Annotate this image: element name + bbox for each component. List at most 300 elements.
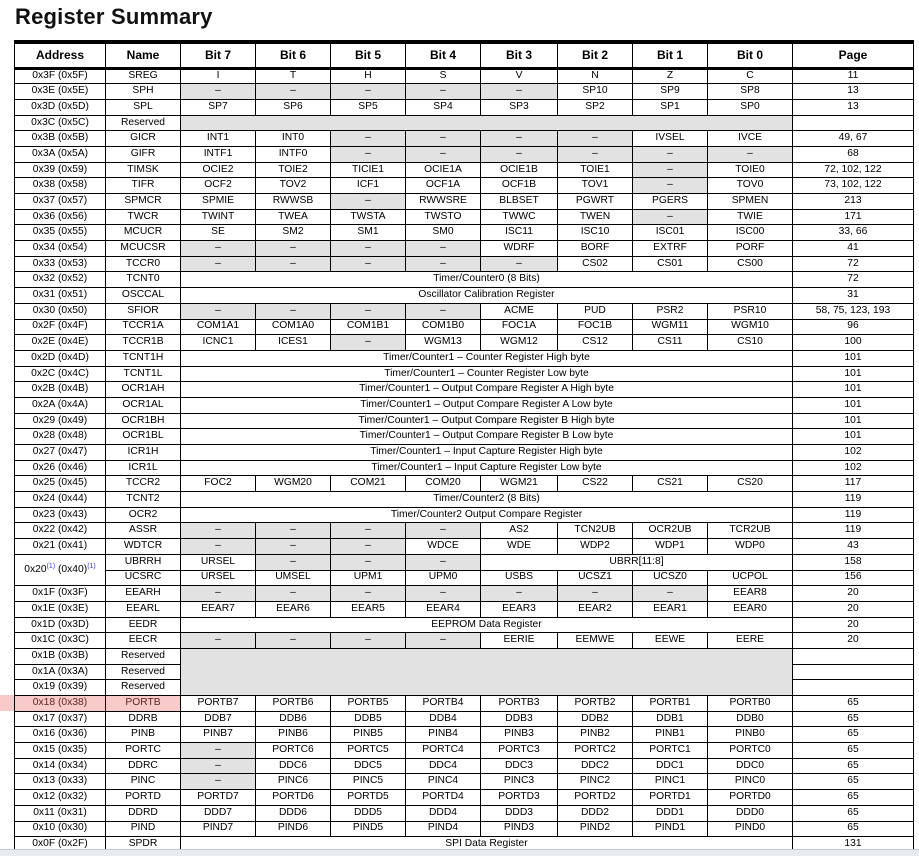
address-cell: 0x16 (0x36)	[15, 727, 106, 743]
register-name-cell: ICR1H	[106, 445, 181, 461]
bit-cell: –	[256, 586, 331, 602]
bit-cell: ICNC1	[181, 335, 256, 351]
table-row	[15, 194, 914, 210]
bit-cell: PORTC3	[481, 743, 558, 759]
bit-cell: BORF	[558, 241, 633, 257]
page-cell: 20	[793, 617, 914, 633]
table-row	[15, 445, 914, 461]
bit-cell: WGM11	[633, 319, 708, 335]
register-summary-table	[14, 40, 914, 853]
bit-cell: –	[633, 209, 708, 225]
bit-cell: CS20	[708, 476, 793, 492]
bit-cell: PIND5	[331, 821, 406, 837]
bit-cell: –	[331, 539, 406, 555]
bit-cell: OCIE1A	[406, 162, 481, 178]
page-cell: 65	[793, 711, 914, 727]
bit-cell: –	[633, 162, 708, 178]
bit-cell: URSEL	[181, 570, 256, 586]
register-name-cell: MCUCSR	[106, 241, 181, 257]
register-name-cell: PORTC	[106, 743, 181, 759]
bit-cell: DDC2	[558, 758, 633, 774]
bit-cell: PORTC6	[256, 743, 331, 759]
register-name-cell: TCNT2	[106, 492, 181, 508]
column-header: Address	[15, 42, 106, 68]
bit-cell: PINC0	[708, 774, 793, 790]
bit-cell: –	[181, 774, 256, 790]
bit-cell: –	[406, 84, 481, 100]
bit-cell: –	[406, 633, 481, 649]
address-cell: 0x26 (0x46)	[15, 460, 106, 476]
address-cell: 0x3A (0x5A)	[15, 146, 106, 162]
bit-cell: Timer/Counter1 – Output Compare Register A High byte	[181, 382, 793, 398]
bit-cell: UBRR[11:8]	[481, 554, 793, 570]
bit-cell: DDB0	[708, 711, 793, 727]
bit-cell: SP10	[558, 84, 633, 100]
register-name-cell: TCCR1A	[106, 319, 181, 335]
bit-cell: –	[708, 146, 793, 162]
bit-cell: COM1A0	[256, 319, 331, 335]
column-header: Bit 4	[406, 42, 481, 68]
bit-cell: –	[331, 586, 406, 602]
bit-cell: EEAR2	[558, 601, 633, 617]
register-name-cell: SPH	[106, 84, 181, 100]
bit-cell: COM20	[406, 476, 481, 492]
bit-cell: EERE	[708, 633, 793, 649]
table-row	[15, 429, 914, 445]
bit-cell: COM1A1	[181, 319, 256, 335]
bit-cell: PINB4	[406, 727, 481, 743]
bit-cell: TCN2UB	[558, 523, 633, 539]
bit-cell: EEAR5	[331, 601, 406, 617]
bit-cell: –	[256, 523, 331, 539]
address-cell: 0x3F (0x5F)	[15, 68, 106, 84]
bit-cell: PORTB6	[256, 696, 331, 712]
bit-cell: ICF1	[331, 178, 406, 194]
bit-cell: SP7	[181, 99, 256, 115]
bit-cell: –	[256, 84, 331, 100]
bit-cell: SM0	[406, 225, 481, 241]
bit-cell: TWIE	[708, 209, 793, 225]
page-cell: 96	[793, 319, 914, 335]
page-cell: 119	[793, 523, 914, 539]
address-cell: 0x2A (0x4A)	[15, 397, 106, 413]
bit-cell: –	[558, 146, 633, 162]
bit-cell: SPMEN	[708, 194, 793, 210]
bit-cell: DDD2	[558, 805, 633, 821]
bit-cell: ICES1	[256, 335, 331, 351]
register-name-cell: TCCR2	[106, 476, 181, 492]
page-cell: 171	[793, 209, 914, 225]
bit-cell: –	[481, 84, 558, 100]
bit-cell: DDB6	[256, 711, 331, 727]
bit-cell: PORTD4	[406, 790, 481, 806]
bit-cell: –	[406, 131, 481, 147]
address-cell: 0x13 (0x33)	[15, 774, 106, 790]
bit-cell: SP8	[708, 84, 793, 100]
address-cell: 0x2F (0x4F)	[15, 319, 106, 335]
bit-cell: SPI Data Register	[181, 837, 793, 853]
bit-cell: PORTB7	[181, 696, 256, 712]
bit-cell: DDB4	[406, 711, 481, 727]
table-row	[15, 272, 914, 288]
page-cell: 20	[793, 633, 914, 649]
bit-cell: PINB6	[256, 727, 331, 743]
page-cell: 65	[793, 743, 914, 759]
bit-cell: Timer/Counter1 – Counter Register High byte	[181, 350, 793, 366]
table-row	[15, 821, 914, 837]
bit-cell: SM1	[331, 225, 406, 241]
register-name-cell: OSCCAL	[106, 288, 181, 304]
bit-cell: WGM13	[406, 335, 481, 351]
bit-cell: EEAR3	[481, 601, 558, 617]
page-cell: 156	[793, 570, 914, 586]
bit-cell: IVCE	[708, 131, 793, 147]
register-name-cell: PINB	[106, 727, 181, 743]
bit-cell: –	[633, 146, 708, 162]
bit-cell: DDC0	[708, 758, 793, 774]
bit-cell: IVSEL	[633, 131, 708, 147]
register-name-cell: PINC	[106, 774, 181, 790]
table-row	[15, 225, 914, 241]
table-row	[15, 790, 914, 806]
table-row	[15, 209, 914, 225]
bit-cell: –	[331, 241, 406, 257]
page-cell: 68	[793, 146, 914, 162]
bit-cell: PINB2	[558, 727, 633, 743]
bit-cell: DDC6	[256, 758, 331, 774]
bit-cell: –	[331, 303, 406, 319]
bit-cell: –	[406, 256, 481, 272]
bit-cell: CS00	[708, 256, 793, 272]
bit-cell: TOIE2	[256, 162, 331, 178]
page-cell: 117	[793, 476, 914, 492]
bit-cell: TOIE0	[708, 162, 793, 178]
page-cell: 41	[793, 241, 914, 257]
bit-cell: PINB1	[633, 727, 708, 743]
page-cell: 158	[793, 554, 914, 570]
address-cell: 0x17 (0x37)	[15, 711, 106, 727]
bit-cell: PORTD1	[633, 790, 708, 806]
bit-cell: TOV2	[256, 178, 331, 194]
page-cell: 101	[793, 413, 914, 429]
column-header: Page	[793, 42, 914, 68]
bit-cell: FOC1B	[558, 319, 633, 335]
bit-cell: EEAR6	[256, 601, 331, 617]
bit-cell: SP3	[481, 99, 558, 115]
register-name-cell: SPMCR	[106, 194, 181, 210]
register-name-cell: MCUCR	[106, 225, 181, 241]
bit-cell: INT0	[256, 131, 331, 147]
bit-cell: CS11	[633, 335, 708, 351]
page-cell: 31	[793, 288, 914, 304]
bit-cell: –	[256, 241, 331, 257]
bit-cell: PINB0	[708, 727, 793, 743]
address-cell: 0x24 (0x44)	[15, 492, 106, 508]
table-row	[15, 366, 914, 382]
bit-cell: DDC3	[481, 758, 558, 774]
bit-cell: UMSEL	[256, 570, 331, 586]
register-name-cell: TWCR	[106, 209, 181, 225]
bit-cell: –	[633, 586, 708, 602]
page-cell: 65	[793, 696, 914, 712]
bit-cell: DDB3	[481, 711, 558, 727]
address-cell: 0x34 (0x54)	[15, 241, 106, 257]
address-cell: 0x1A (0x3A)	[15, 664, 106, 680]
bit-cell: SP4	[406, 99, 481, 115]
table-row	[15, 539, 914, 555]
bit-cell: –	[331, 335, 406, 351]
table-row	[15, 696, 914, 712]
bit-cell: PINC5	[331, 774, 406, 790]
column-header: Bit 0	[708, 42, 793, 68]
bit-cell: –	[331, 256, 406, 272]
address-cell: 0x39 (0x59)	[15, 162, 106, 178]
bit-cell: CS12	[558, 335, 633, 351]
bit-cell: PORTD5	[331, 790, 406, 806]
bit-cell: EEPROM Data Register	[181, 617, 793, 633]
address-cell: 0x2D (0x4D)	[15, 350, 106, 366]
table-row	[15, 523, 914, 539]
bit-cell: CS01	[633, 256, 708, 272]
bit-cell: TOV0	[708, 178, 793, 194]
bit-cell: WDP1	[633, 539, 708, 555]
bit-cell: PORTB3	[481, 696, 558, 712]
table-row	[15, 586, 914, 602]
column-header: Bit 1	[633, 42, 708, 68]
table-row	[15, 633, 914, 649]
address-cell: 0x30 (0x50)	[15, 303, 106, 319]
bit-cell: SE	[181, 225, 256, 241]
bit-cell: PORTD0	[708, 790, 793, 806]
bit-cell: Timer/Counter1 – Counter Register Low byte	[181, 366, 793, 382]
address-cell: 0x11 (0x31)	[15, 805, 106, 821]
page-cell: 213	[793, 194, 914, 210]
bit-cell: SP0	[708, 99, 793, 115]
address-cell: 0x2B (0x4B)	[15, 382, 106, 398]
register-name-cell: Reserved	[106, 680, 181, 696]
register-name-cell: SPL	[106, 99, 181, 115]
register-name-cell: OCR1BL	[106, 429, 181, 445]
bit-cell: EEAR0	[708, 601, 793, 617]
bit-cell: WGM21	[481, 476, 558, 492]
bit-cell: CS02	[558, 256, 633, 272]
page-cell: 65	[793, 774, 914, 790]
page-cell: 20	[793, 586, 914, 602]
page-cell: 43	[793, 539, 914, 555]
register-name-cell: DDRD	[106, 805, 181, 821]
bit-cell: –	[633, 178, 708, 194]
page-cell: 102	[793, 460, 914, 476]
table-row	[15, 256, 914, 272]
bit-cell: –	[481, 256, 558, 272]
bit-cell: SP9	[633, 84, 708, 100]
bit-cell: DDD5	[331, 805, 406, 821]
bit-cell: –	[406, 241, 481, 257]
register-name-cell: Reserved	[106, 648, 181, 664]
bit-cell: TWWC	[481, 209, 558, 225]
page-cell: 58, 75, 123, 193	[793, 303, 914, 319]
bit-cell: DDD4	[406, 805, 481, 821]
address-cell: 0x25 (0x45)	[15, 476, 106, 492]
bit-cell: –	[331, 131, 406, 147]
address-cell: 0x3C (0x5C)	[15, 115, 106, 131]
address-cell: 0x1E (0x3E)	[15, 601, 106, 617]
bit-cell: PORTD2	[558, 790, 633, 806]
page-cell: 65	[793, 821, 914, 837]
bit-cell: WDP2	[558, 539, 633, 555]
table-row	[15, 570, 914, 586]
table-row	[15, 335, 914, 351]
bit-cell: Timer/Counter0 (8 Bits)	[181, 272, 793, 288]
register-name-cell: EEARL	[106, 601, 181, 617]
register-name-cell: WDTCR	[106, 539, 181, 555]
bit-cell: –	[331, 84, 406, 100]
table-row	[15, 413, 914, 429]
table-row	[15, 601, 914, 617]
table-row	[15, 131, 914, 147]
address-cell: 0x32 (0x52)	[15, 272, 106, 288]
bit-cell: –	[331, 194, 406, 210]
bit-cell: C	[708, 68, 793, 84]
page-cell: 65	[793, 805, 914, 821]
bit-cell: Timer/Counter2 Output Compare Register	[181, 507, 793, 523]
register-name-cell: OCR1BH	[106, 413, 181, 429]
address-cell: 0x19 (0x39)	[15, 680, 106, 696]
bit-cell: TOV1	[558, 178, 633, 194]
bit-cell: EEWE	[633, 633, 708, 649]
bit-cell: ISC01	[633, 225, 708, 241]
page-cell: 102	[793, 445, 914, 461]
bit-cell: –	[406, 146, 481, 162]
bit-cell: –	[331, 146, 406, 162]
table-row	[15, 382, 914, 398]
address-cell: 0x14 (0x34)	[15, 758, 106, 774]
bit-cell: WDRF	[481, 241, 558, 257]
bit-cell: UCPOL	[708, 570, 793, 586]
table-row	[15, 319, 914, 335]
bit-cell: Timer/Counter2 (8 Bits)	[181, 492, 793, 508]
register-name-cell: EEARH	[106, 586, 181, 602]
bit-cell: DDC4	[406, 758, 481, 774]
reserved-bits-block	[181, 648, 793, 695]
register-name-cell: EECR	[106, 633, 181, 649]
bit-cell: UPM0	[406, 570, 481, 586]
bit-cell: EEAR7	[181, 601, 256, 617]
bit-cell: –	[181, 303, 256, 319]
address-cell: 0x1B (0x3B)	[15, 648, 106, 664]
register-name-cell: Reserved	[106, 115, 181, 131]
register-name-cell: SREG	[106, 68, 181, 84]
bit-cell: T	[256, 68, 331, 84]
bit-cell: PGWRT	[558, 194, 633, 210]
bit-cell: PIND1	[633, 821, 708, 837]
register-name-cell: PORTB	[106, 696, 181, 712]
page-cell: 131	[793, 837, 914, 853]
address-cell: 0x15 (0x35)	[15, 743, 106, 759]
bit-cell: Timer/Counter1 – Output Compare Register B High byte	[181, 413, 793, 429]
bit-cell: DDD7	[181, 805, 256, 821]
column-header: Bit 6	[256, 42, 331, 68]
register-name-cell: SPDR	[106, 837, 181, 853]
bit-cell: DDB5	[331, 711, 406, 727]
register-name-cell: OCR1AH	[106, 382, 181, 398]
register-name-cell: TCNT0	[106, 272, 181, 288]
bit-cell: –	[256, 554, 331, 570]
page-cell: 73, 102, 122	[793, 178, 914, 194]
bit-cell: COM21	[331, 476, 406, 492]
bit-cell: RWWSB	[256, 194, 331, 210]
bit-cell: PIND0	[708, 821, 793, 837]
reserved-bits-block	[181, 115, 793, 131]
bit-cell: –	[481, 131, 558, 147]
bit-cell: SP2	[558, 99, 633, 115]
bit-cell: TICIE1	[331, 162, 406, 178]
bit-cell: WGM12	[481, 335, 558, 351]
table-row	[15, 805, 914, 821]
page-cell: 72, 102, 122	[793, 162, 914, 178]
bit-cell: V	[481, 68, 558, 84]
page-cell	[793, 115, 914, 131]
bit-cell: INTF1	[181, 146, 256, 162]
bit-cell: UPM1	[331, 570, 406, 586]
address-cell: 0x1D (0x3D)	[15, 617, 106, 633]
bit-cell: DDC1	[633, 758, 708, 774]
register-name-cell: Reserved	[106, 664, 181, 680]
bit-cell: WGM10	[708, 319, 793, 335]
bit-cell: PIND3	[481, 821, 558, 837]
bit-cell: INTF0	[256, 146, 331, 162]
bit-cell: –	[558, 586, 633, 602]
page-cell: 65	[793, 727, 914, 743]
bit-cell: OCF1A	[406, 178, 481, 194]
bit-cell: –	[181, 743, 256, 759]
bit-cell: PORTD3	[481, 790, 558, 806]
address-cell: 0x2E (0x4E)	[15, 335, 106, 351]
bit-cell: –	[181, 84, 256, 100]
bit-cell: –	[406, 554, 481, 570]
bit-cell: RWWSRE	[406, 194, 481, 210]
table-row	[15, 460, 914, 476]
bit-cell: –	[256, 303, 331, 319]
bit-cell: EEMWE	[558, 633, 633, 649]
register-name-cell: UBRRH	[106, 554, 181, 570]
bit-cell: PINB7	[181, 727, 256, 743]
table-row	[15, 99, 914, 115]
page-cell	[793, 648, 914, 664]
bit-cell: –	[406, 523, 481, 539]
register-name-cell: TIFR	[106, 178, 181, 194]
bit-cell: N	[558, 68, 633, 84]
bit-cell: SP5	[331, 99, 406, 115]
register-name-cell: PIND	[106, 821, 181, 837]
bit-cell: PGERS	[633, 194, 708, 210]
table-row	[15, 758, 914, 774]
page-cell: 72	[793, 272, 914, 288]
bit-cell: PIND7	[181, 821, 256, 837]
bit-cell: ACME	[481, 303, 558, 319]
register-name-cell: TCCR0	[106, 256, 181, 272]
bit-cell: PORTB1	[633, 696, 708, 712]
bit-cell: PINB3	[481, 727, 558, 743]
bit-cell: PIND4	[406, 821, 481, 837]
bit-cell: AS2	[481, 523, 558, 539]
bit-cell: PORTC1	[633, 743, 708, 759]
address-cell: 0x20$^{(1)}$ (0x40)$^{(1)}$	[15, 554, 106, 585]
bit-cell: OCF1B	[481, 178, 558, 194]
table-row	[15, 178, 914, 194]
bit-cell: PINC3	[481, 774, 558, 790]
bit-cell: –	[181, 523, 256, 539]
